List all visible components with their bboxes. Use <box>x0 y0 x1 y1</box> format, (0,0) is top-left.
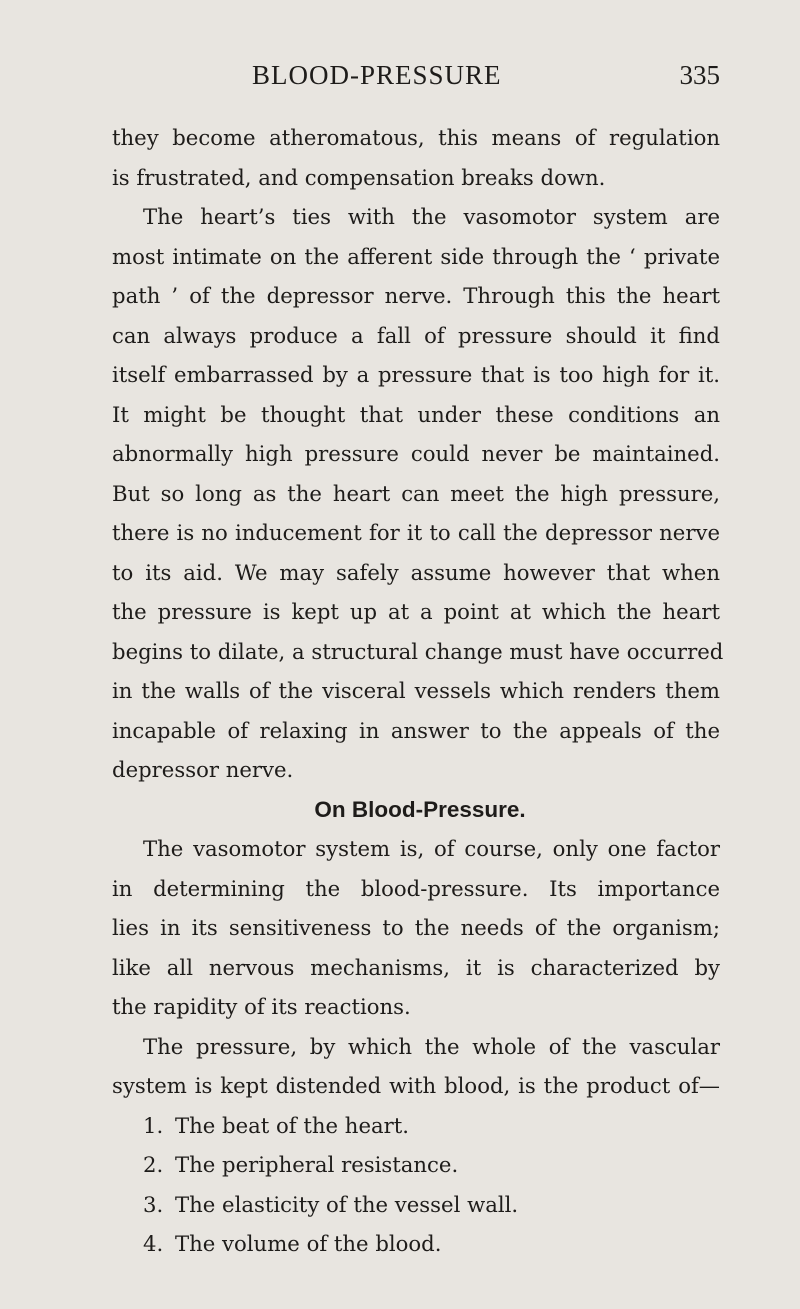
paragraph-continuation <box>112 118 720 197</box>
list-item <box>143 1224 720 1264</box>
running-head <box>112 60 720 100</box>
text-line: It might be thought that under these conditions an <box>112 401 720 427</box>
section-heading: On Blood-Pressure. <box>314 796 526 822</box>
text-line: the rapidity of its reactions. <box>112 994 411 1019</box>
text-line: can always produce a fall of pressure should it find <box>112 322 720 348</box>
text-line: most intimate on the afferent side through the ‘ private <box>112 243 720 269</box>
text-line: they become atheromatous, this means of regulation <box>112 125 720 150</box>
text-line: in determining the blood-pressure. Its importance <box>112 875 720 901</box>
text-line: abnormally high pressure could never be maintained. <box>112 441 720 466</box>
paragraph-depressor-nerve <box>112 197 724 790</box>
text-line: The heart’s ties with the vasomotor system are <box>143 204 720 229</box>
list-item-text: The beat of the heart. <box>175 1112 409 1138</box>
list-item-text: The volume of the blood. <box>175 1231 442 1256</box>
text-line: the pressure is kept up at a point at which the heart <box>112 599 720 624</box>
text-line: lies in its sensitiveness to the needs of the organism; <box>112 915 720 940</box>
list-item-number: 1. <box>143 1112 164 1138</box>
list-item <box>143 1106 720 1146</box>
text-line: incapable of relaxing in answer to the appeals of the <box>112 717 720 743</box>
text-line: But so long as the heart can meet the high pressure, <box>112 480 720 506</box>
text-line: system is kept distended with blood, is the product of— <box>112 1073 720 1098</box>
factor-list <box>112 1106 720 1264</box>
text-line: The pressure, by which the whole of the vascular <box>143 1033 720 1059</box>
text-line: depressor nerve. <box>112 757 294 782</box>
list-item-text: The elasticity of the vessel wall. <box>175 1191 519 1217</box>
list-item <box>143 1185 720 1225</box>
text-line: path ’ of the depressor nerve. Through this the heart <box>112 283 720 308</box>
text-line: is frustrated, and compensation breaks down. <box>112 164 606 190</box>
text-line: there is no inducement for it to call the depressor nerve <box>112 520 720 545</box>
page-number: 335 <box>679 60 720 90</box>
list-item-number: 3. <box>143 1191 164 1217</box>
text-line: like all nervous mechanisms, it is characterized by <box>112 954 720 980</box>
list-item-text: The peripheral resistance. <box>175 1152 459 1177</box>
text-line: itself embarrassed by a pressure that is too high for it. <box>112 362 720 387</box>
text-line: to its aid. We may safely assume however that when <box>112 559 720 585</box>
text-line: in the walls of the visceral vessels which renders them <box>112 678 720 703</box>
text-line: begins to dilate, a structural change must have occurred <box>112 638 724 664</box>
text-line: The vasomotor system is, of course, only one factor <box>143 836 720 861</box>
body-text <box>112 118 724 1264</box>
paragraph-pressure-product <box>112 1027 720 1106</box>
paragraph-vasomotor-factor <box>112 829 720 1027</box>
list-item-number: 2. <box>143 1152 164 1177</box>
list-item <box>143 1145 720 1185</box>
running-title: BLOOD-PRESSURE <box>252 60 502 90</box>
list-item-number: 4. <box>143 1231 164 1256</box>
